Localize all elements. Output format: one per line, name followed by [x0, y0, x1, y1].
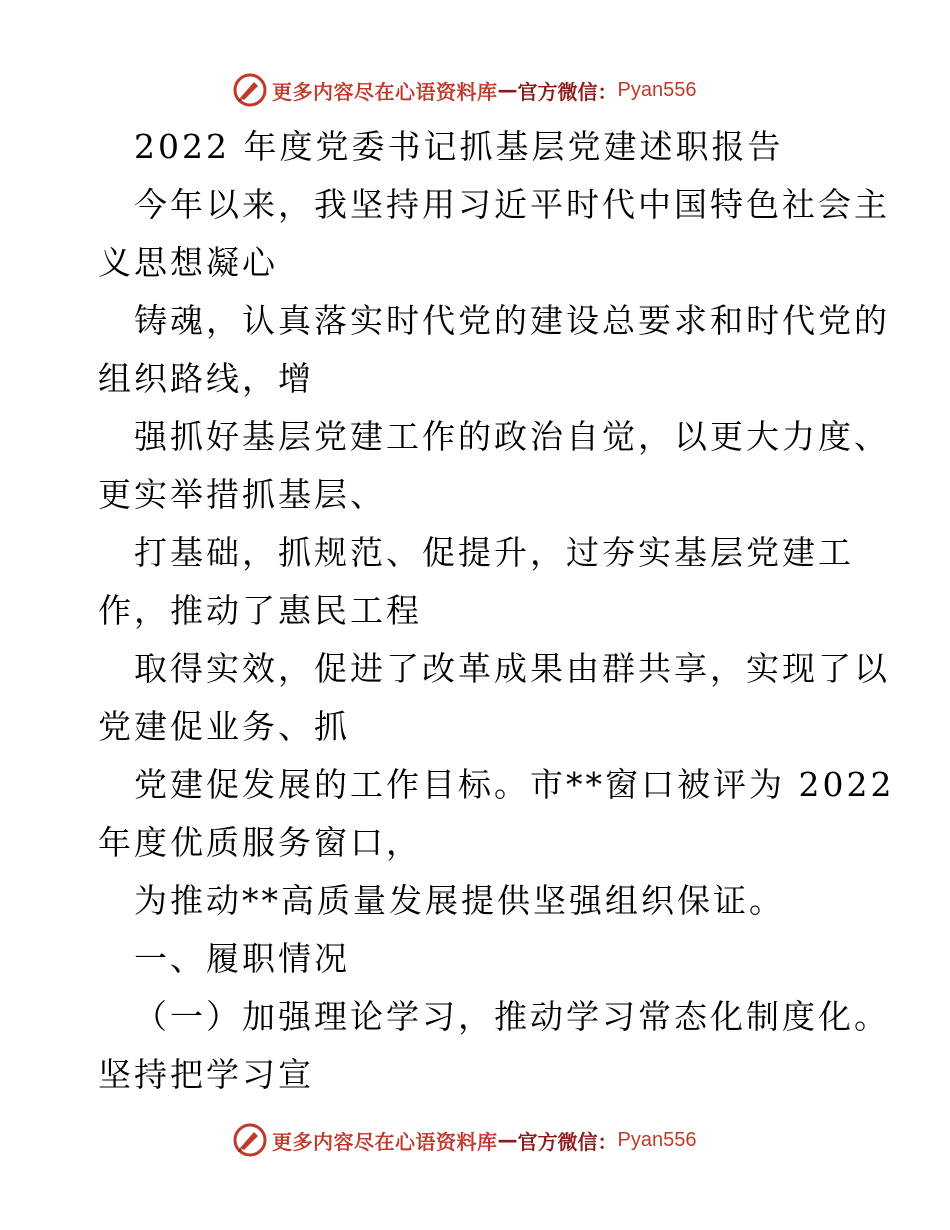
- paragraph-line: 义思想凝心: [98, 243, 278, 282]
- watermark-separator: —: [497, 1128, 518, 1152]
- watermark-separator: —: [497, 78, 518, 102]
- paragraph-line: （一）加强理论学习，推动学习常态化制度化。: [134, 997, 890, 1036]
- paragraph-line: 作，推动了惠民工程: [98, 591, 422, 630]
- paragraph-line: 一、履职情况: [134, 939, 350, 978]
- watermark-wechat-id: Pyan556: [617, 1128, 697, 1151]
- paragraph-line: 党建促业务、抓: [98, 707, 350, 746]
- document-title: 2022 年度党委书记抓基层党建述职报告: [134, 127, 784, 166]
- document-body: [98, 118, 895, 1104]
- paragraph-line: 强抓好基层党建工作的政治自觉，以更大力度、: [134, 417, 890, 456]
- header-watermark: [232, 70, 696, 110]
- paragraph-line: 打基础，抓规范、促提升，过夯实基层党建工: [134, 533, 854, 572]
- paragraph-line: 年度优质服务窗口，: [98, 823, 422, 862]
- pen-logo-icon: [232, 1122, 268, 1158]
- paragraph-line: 组织路线，增: [98, 359, 314, 398]
- watermark-brand: 更多内容尽在心语资料库: [272, 79, 498, 104]
- watermark-brand: 更多内容尽在心语资料库: [272, 1129, 498, 1154]
- paragraph-line: 为推动**高质量发展提供坚强组织保证。: [134, 881, 785, 920]
- footer-watermark: [232, 1120, 696, 1160]
- pen-logo-icon: [232, 72, 268, 108]
- paragraph-line: 铸魂，认真落实时代党的建设总要求和时代党的: [134, 301, 890, 340]
- watermark-wechat-label: 官方微信：: [517, 1129, 618, 1154]
- watermark-wechat-id: Pyan556: [617, 78, 697, 101]
- paragraph-line: 更实举措抓基层、: [98, 475, 386, 514]
- paragraph-line: 取得实效，促进了改革成果由群共享，实现了以: [134, 649, 890, 688]
- paragraph-line: 坚持把学习宣: [98, 1055, 314, 1094]
- paragraph-line: 今年以来，我坚持用习近平时代中国特色社会主: [134, 185, 890, 224]
- paragraph-line: 党建促发展的工作目标。市**窗口被评为 2022: [134, 765, 895, 804]
- watermark-wechat-label: 官方微信：: [517, 79, 618, 104]
